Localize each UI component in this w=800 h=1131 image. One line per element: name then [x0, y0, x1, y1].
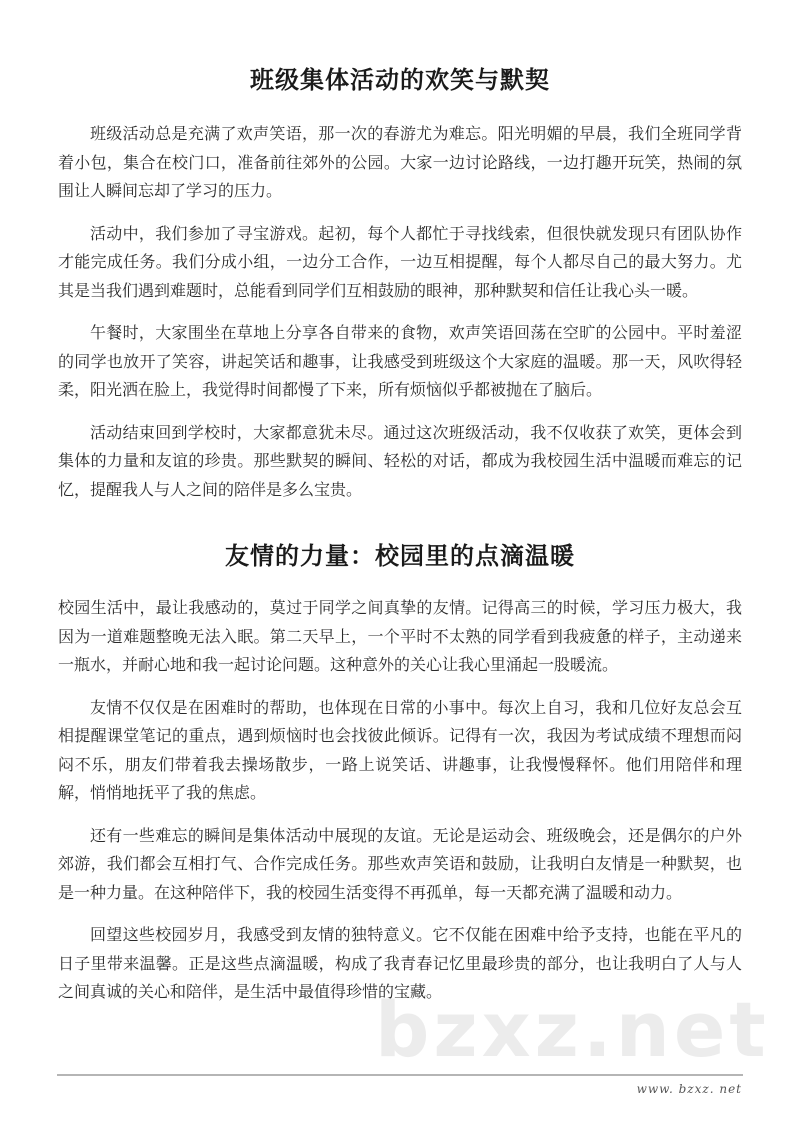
article-1-paragraph: 班级活动总是充满了欢声笑语，那一次的春游尤为难忘。阳光明媚的早晨，我们全班同学背着小包，集合在校门口，准备前往郊外的公园。大家一边讨论路线，一边打趣开玩笑，热闹的氛围让人瞬间忘却了学习的压力。 [58, 124, 742, 200]
article-2-title: 友情的力量：校园里的点滴温暖 [225, 542, 575, 570]
article-1-paragraph: 午餐时，大家围坐在草地上分享各自带来的食物，欢声笑语回荡在空旷的公园中。平时羞涩的同学也放开了笑容，讲起笑话和趣事，让我感受到班级这个大家庭的温暖。那一天，风吹得轻柔，阳光洒在脸上，我觉得时间都慢了下来，所有烦恼似乎都被抛在了脑后。 [58, 323, 742, 399]
article-1-body [58, 120, 742, 504]
article-2-paragraph: 校园生活中，最让我感动的，莫过于同学之间真挚的友情。记得高三的时候，学习压力极大，我因为一道难题整晚无法入眠。第二天早上，一个平时不太熟的同学看到我疲惫的样子，主动递来一瓶水，并耐心地和我一起讨论问题。这种意外的关心让我心里涌起一股暖流。 [58, 598, 742, 674]
article-2-paragraph: 友情不仅仅是在困难时的帮助，也体现在日常的小事中。每次上自习，我和几位好友总会互相提醒课堂笔记的重点，遇到烦恼时也会找彼此倾诉。记得有一次，我因为考试成绩不理想而闷闷不乐，朋友们带着我去操场散步，一路上说笑话、讲趣事，让我慢慢释怀。他们用陪伴和理解，悄悄地抚平了我的焦虑。 [58, 697, 742, 802]
watermark-logo: bzxz.net [375, 985, 770, 1074]
footer-url: www. bzxz. net [636, 1082, 742, 1096]
article-1-title: 班级集体活动的欢笑与默契 [250, 66, 550, 94]
article-2-paragraph: 还有一些难忘的瞬间是集体活动中展现的友谊。无论是运动会、班级晚会，还是偶尔的户外郊游，我们都会互相打气、合作完成任务。那些欢声笑语和鼓励，让我明白友情是一种默契，也是一种力量。在这种陪伴下，我的校园生活变得不再孤单，每一天都充满了温暖和动力。 [58, 825, 742, 902]
footer-divider [57, 1074, 743, 1076]
article-1-paragraph: 活动结束回到学校时，大家都意犹未尽。通过这次班级活动，我不仅收获了欢笑，更体会到集体的力量和友谊的珍贵。那些默契的瞬间、轻松的对话，都成为我校园生活中温暖而难忘的记忆，提醒我人与人之间的陪伴是多么宝贵。 [58, 422, 742, 499]
article-1-paragraph: 活动中，我们参加了寻宝游戏。起初，每个人都忙于寻找线索，但很快就发现只有团队协作才能完成任务。我们分成小组，一边分工合作，一边互相提醒，每个人都尽自己的最大努力。尤其是当我们遇到难题时，总能看到同学们互相鼓励的眼神，那种默契和信任让我心头一暖。 [58, 223, 742, 300]
article-2-paragraph: 回望这些校园岁月，我感受到友情的独特意义。它不仅能在困难中给予支持，也能在平凡的日子里带来温馨。正是这些点滴温暖，构成了我青春记忆里最珍贵的部分，也让我明白了人与人之间真诚的关心和陪伴，是生活中最值得珍惜的宝藏。 [58, 925, 742, 1001]
article-2-body [58, 594, 742, 1007]
